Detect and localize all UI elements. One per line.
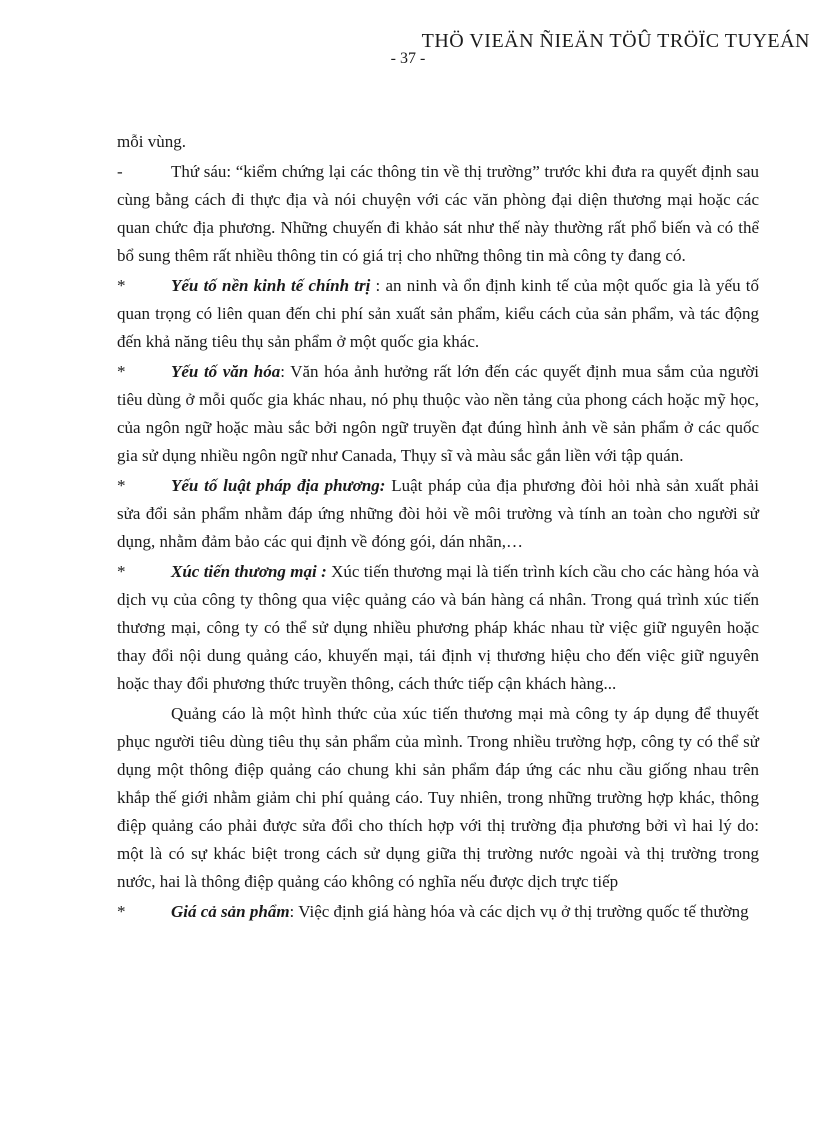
paragraph-text: Xúc tiến thương mại là tiến trình kích cầu cho các hàng hóa và dịch vụ của công ty thông qua việc quảng cáo và bán hàng cá nhân. Trong quá trình xúc tiến thương mại, công ty có thể sử dụng nhiều phương pháp khác nhau từ việc giữ nguyên hoặc thay đổi nội dung quảng cáo, khuyến mại, tái định vị thương hiệu cho đến việc giữ nguyên hoặc thay đổi phương thức truyền thông, cách thức tiếp cận khách hàng... <box>117 562 759 693</box>
paragraph <box>117 700 759 896</box>
paragraph <box>117 472 759 556</box>
section-heading: Giá cả sản phẩm <box>171 902 290 921</box>
paragraph <box>117 558 759 698</box>
list-marker: * <box>117 562 126 581</box>
document-body <box>117 128 759 928</box>
list-marker: * <box>117 276 126 295</box>
paragraph <box>117 158 759 270</box>
page-number: - 37 - <box>390 50 426 67</box>
paragraph-text: : Việc định giá hàng hóa và các dịch vụ ở thị trường quốc tế thường <box>289 902 749 921</box>
paragraph <box>117 272 759 356</box>
paragraph-text: : an ninh và ổn định kinh tế của một quốc gia là yếu tố quan trọng có liên quan đến chi phí sản xuất sản phẩm, kiểu cách của sản phẩm, và tác động đến khả năng tiêu thụ sản phẩm ở một quốc gia khác. <box>117 276 759 351</box>
page-header-title: THÖ VIEÄN ÑIEÄN TÖÛ TRÖÏC TUYEÁN <box>421 30 810 52</box>
section-heading: Yếu tố nền kinh tế chính trị <box>171 276 371 295</box>
paragraph-text: Luật pháp của địa phương đòi hỏi nhà sản xuất phải sửa đổi sản phẩm nhằm đáp ứng những đòi hỏi về môi trường và tính an toàn cho người sử dụng, nhằm đảm bảo các qui định về đóng gói, dán nhãn,… <box>117 476 759 551</box>
list-marker: * <box>117 902 126 921</box>
paragraph-text: Thứ sáu: “kiểm chứng lại các thông tin về thị trường” trước khi đưa ra quyết định sau cùng bằng cách đi thực địa và nói chuyện với các văn phòng đại diện thương mại hoặc các quan chức địa phương. Những chuyến đi khảo sát như thế này thường rất phổ biến và có thể bổ sung thêm rất nhiều thông tin có giá trị cho những thông tin mà công ty đang có. <box>117 162 759 265</box>
section-heading: Xúc tiến thương mại : <box>171 562 327 581</box>
list-marker: * <box>117 476 126 495</box>
list-marker: * <box>117 362 126 381</box>
paragraph-text: Quảng cáo là một hình thức của xúc tiến thương mại mà công ty áp dụng để thuyết phục người tiêu dùng tiêu thụ sản phẩm của mình. Trong nhiều trường hợp, công ty có thể sử dụng một thông điệp quảng cáo chung khi sản phẩm đáp ứng các nhu cầu giống nhau trên khắp thế giới nhằm giảm chi phí quảng cáo. Tuy nhiên, trong những trường hợp khác, thông điệp quảng cáo phải được sửa đổi cho thích hợp với thị trường địa phương bởi vì hai lý do: một là có sự khác biệt trong cách sử dụng giữa thị trường nước ngoài và thị trường trong nước, hai là thông điệp quảng cáo không có nghĩa nếu được dịch trực tiếp <box>117 704 759 891</box>
section-heading: Yếu tố văn hóa <box>171 362 281 381</box>
paragraph-text: mỗi vùng. <box>117 132 186 151</box>
paragraph <box>117 358 759 470</box>
paragraph <box>117 128 759 156</box>
list-marker: - <box>117 162 123 181</box>
paragraph-text: : Văn hóa ảnh hưởng rất lớn đến các quyết định mua sắm của người tiêu dùng ở mỗi quốc gia khác nhau, nó phụ thuộc vào nền tảng của phong cách hoặc mỹ học, của ngôn ngữ hoặc màu sắc bởi ngôn ngữ truyền đạt đúng hình ảnh về sản phẩm ở các quốc gia sử dụng nhiều ngôn ngữ như Canada, Thụy sĩ và màu sắc gắn liền với tập quán. <box>117 362 759 465</box>
paragraph <box>117 898 759 926</box>
section-heading: Yếu tố luật pháp địa phương: <box>171 476 386 495</box>
